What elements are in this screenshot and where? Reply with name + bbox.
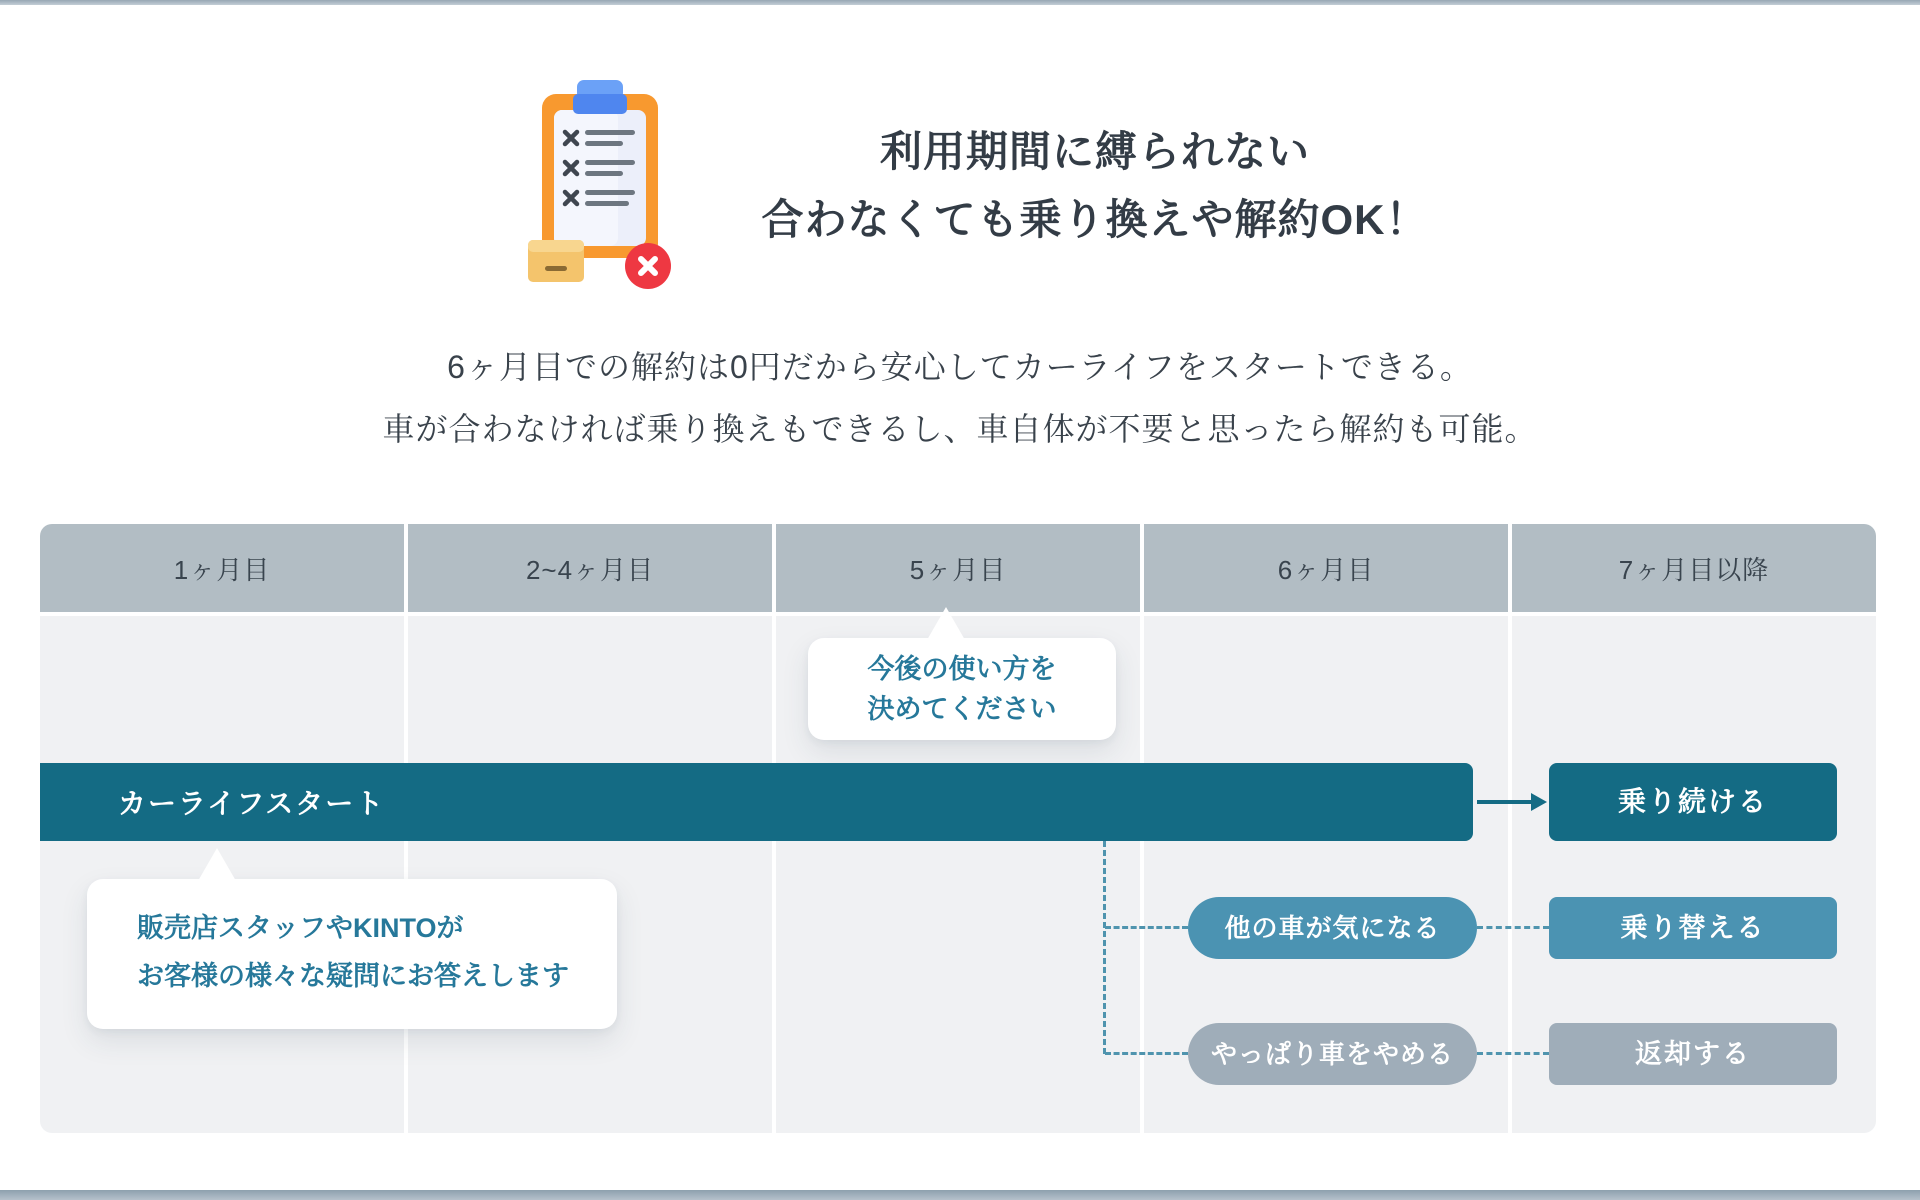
- support-bubble-line1: 販売店スタッフやKINTOが: [137, 913, 464, 943]
- description-line2: 車が合わなければ乗り換えもできるし、車自体が不要と思ったら解約も可能。: [382, 411, 1538, 447]
- car-life-start-label: カーライフスタート: [118, 788, 386, 819]
- condition-other-car-pill: 他の車が気になる: [1188, 897, 1477, 959]
- dashed-connector-swap-right: [1477, 926, 1549, 929]
- month-header-cell-1: 1ヶ月目: [40, 524, 404, 612]
- support-bubble: [87, 879, 617, 1029]
- top-section-divider: [0, 0, 1920, 5]
- option-return-car-button: 返却する: [1549, 1023, 1837, 1085]
- condition-quit-car-pill: やっぱり車をやめる: [1188, 1023, 1477, 1085]
- decide-bubble-line2: 決めてください: [867, 694, 1057, 724]
- option-keep-riding-button: 乗り続ける: [1549, 763, 1837, 841]
- dashed-connector-quit-right: [1477, 1052, 1549, 1055]
- decide-usage-bubble: [808, 638, 1116, 740]
- parcel-box-icon: [528, 240, 584, 282]
- clipboard-checklist-cancel-icon: [520, 70, 690, 290]
- section-title: [730, 118, 1460, 254]
- bubble-pointer-up: [927, 607, 965, 640]
- month-header-cell-5: 7ヶ月目以降: [1512, 524, 1876, 612]
- flow-arrow-line: [1477, 800, 1533, 804]
- section-title-line1: 利用期間に縛られない: [879, 128, 1310, 175]
- section-description: [0, 336, 1920, 460]
- section-title-line2: 合わなくても乗り換えや解約OK！: [761, 196, 1429, 243]
- timeline-column-2: [408, 616, 772, 1133]
- decide-bubble-line1: 今後の使い方を: [867, 654, 1057, 684]
- flow-arrow-head-icon: [1531, 793, 1547, 811]
- description-line1: 6ヶ月目での解約は0円だから安心してカーライフをスタートできる。: [447, 349, 1473, 385]
- month-header-cell-2: 2~4ヶ月目: [408, 524, 772, 612]
- car-life-start-bar: [40, 763, 1473, 841]
- cancel-badge-icon: [625, 243, 671, 289]
- option-swap-car-button: 乗り替える: [1549, 897, 1837, 959]
- dashed-connector-quit-left: [1105, 1052, 1188, 1055]
- dashed-connector-vertical: [1103, 841, 1106, 1054]
- month-header-cell-3: 5ヶ月目: [776, 524, 1140, 612]
- bubble-pointer-up: [198, 848, 236, 881]
- support-bubble-line2: お客様の様々な疑問にお答えします: [137, 961, 569, 991]
- bottom-section-divider: [0, 1190, 1920, 1200]
- month-header-cell-4: 6ヶ月目: [1144, 524, 1508, 612]
- dashed-connector-swap-left: [1105, 926, 1188, 929]
